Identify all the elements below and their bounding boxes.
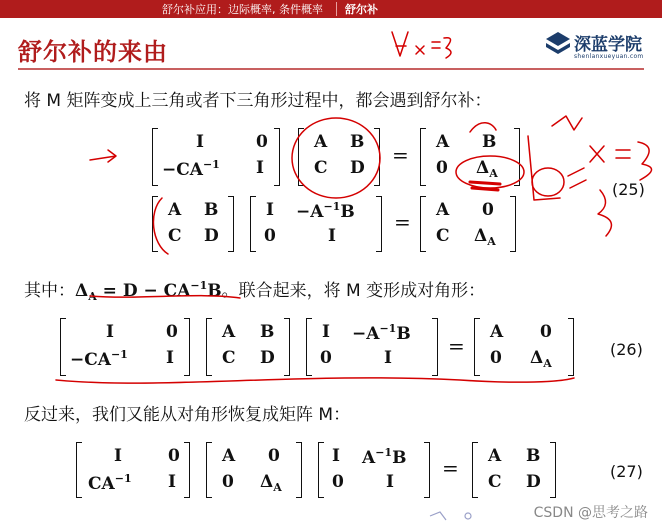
paragraph-reverse: 反过来，我们又能从对角形恢复成矩阵 M：: [24, 405, 351, 425]
matrix-m-left: A B C D: [152, 196, 234, 252]
matrix-upper-elim: I $-A^{-1}B$ 0 I: [250, 196, 382, 252]
watermark: CSDN @思考之路: [533, 505, 648, 521]
matrix-lower-inv-27: I 0 $CA^{-1}$ I: [76, 442, 190, 498]
logo-name: 深蓝学院: [574, 35, 642, 55]
equals-sign: =: [392, 143, 409, 167]
paragraph-schur-definition: 其中：$\Delta_A = D - CA^{-1}B$。联合起来，将 M 变形成对角形：: [24, 279, 486, 303]
logo-url: shenlanxueyuan.com: [574, 53, 644, 60]
matrix-m: A B C D: [298, 128, 380, 186]
logo-mark-icon: [544, 30, 572, 58]
breadcrumb-current[interactable]: 舒尔补: [345, 3, 378, 16]
cell-neg-ca-inv: $-CA^{-1}$: [162, 158, 220, 180]
breadcrumb-schur-application[interactable]: 舒尔补应用：边际概率, 条件概率: [162, 3, 323, 16]
top-navigation-bar: [0, 0, 662, 18]
equation-number-26: (26): [610, 340, 643, 359]
matrix-lower-elim: I 0 $-CA^{-1}$ I: [152, 128, 280, 186]
breadcrumb-divider: [336, 2, 337, 16]
matrix-diagonal-26: A 0 0 $\Delta_A$: [474, 318, 574, 376]
matrix-upper-result: A B 0 $\Delta_A$: [420, 128, 520, 186]
matrix-lower-elim-26: I 0 $-CA^{-1}$ I: [60, 318, 190, 376]
matrix-lower-result: A 0 C $\Delta_A$: [420, 196, 516, 252]
paragraph-intro: 将 M 矩阵变成上三角或者下三角形过程中，都会遇到舒尔补：: [24, 91, 492, 111]
title-divider: [18, 68, 644, 70]
brand-logo: [544, 28, 660, 66]
slide-title: 舒尔补的来由: [18, 38, 168, 66]
equation-number-25: (25): [612, 180, 645, 199]
matrix-m-26: A B C D: [206, 318, 290, 376]
matrix-upper-elim-26: I $-A^{-1}B$ 0 I: [306, 318, 438, 376]
matrix-upper-inv-27: I $A^{-1}B$ 0 I: [318, 442, 430, 498]
equation-number-27: (27): [610, 462, 643, 481]
matrix-m-27: A B C D: [472, 442, 556, 498]
matrix-diagonal-27: A 0 0 $\Delta_A$: [206, 442, 302, 498]
